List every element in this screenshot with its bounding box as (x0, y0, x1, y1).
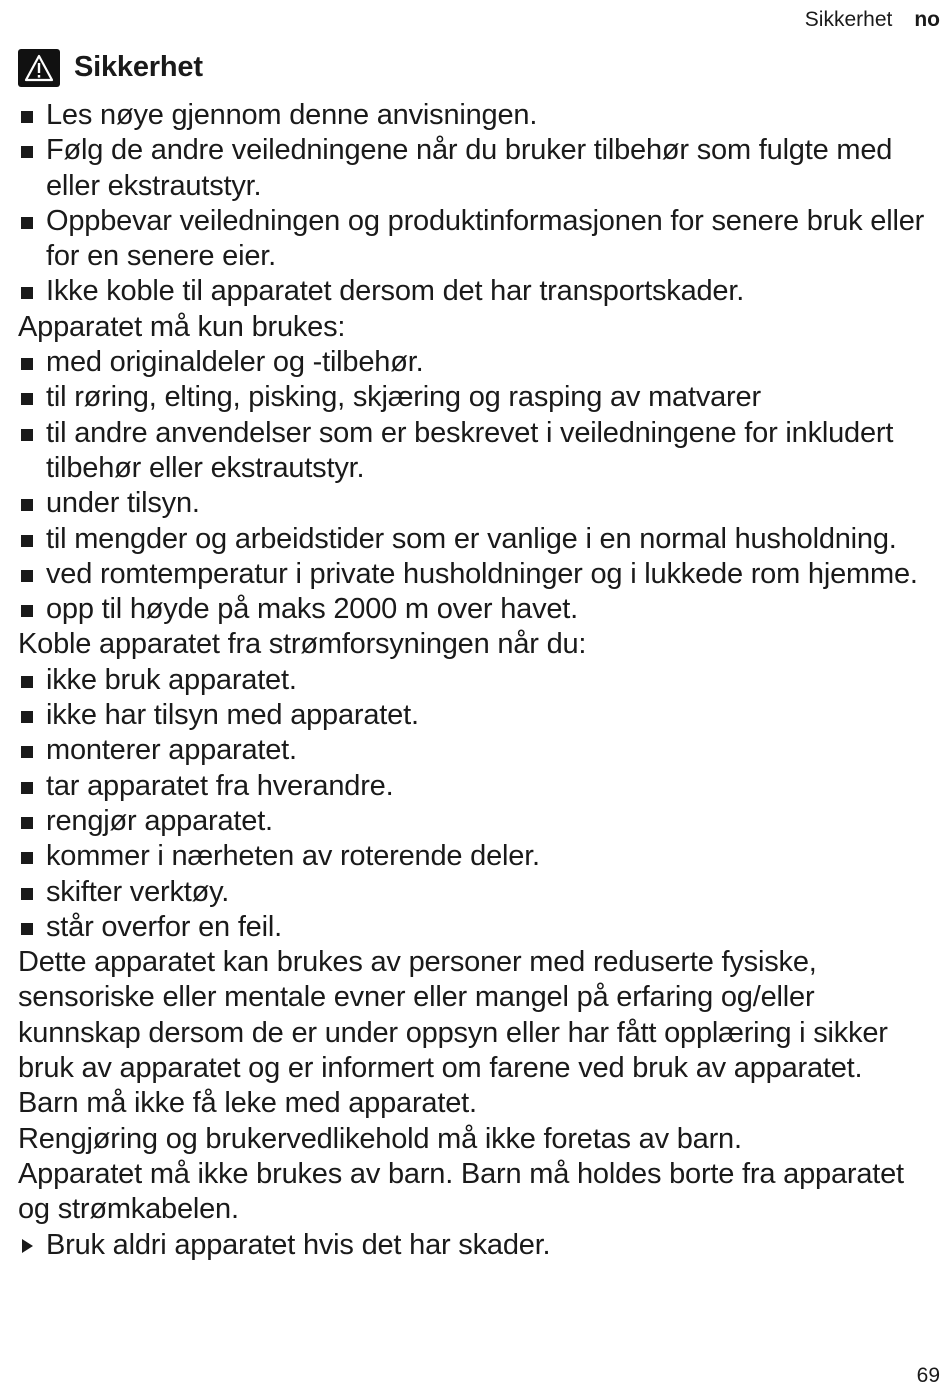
action-step: Bruk aldri apparatet hvis det har skader. (18, 1228, 943, 1263)
list-item: skifter verktøy. (18, 875, 943, 910)
list-item: kommer i nærheten av roterende deler. (18, 839, 943, 874)
paragraph: Barn må ikke få leke med apparatet. (18, 1087, 477, 1120)
paragraph: Dette apparatet kan brukes av personer med reduserte fysiske, sensoriske eller mentale evner eller mangel på erfaring og/eller kunnskap dersom de er under oppsyn eller har fått opplæring i sikker bruk av apparatet og er informert om farene ved bruk av apparatet. (18, 946, 888, 1085)
language-code: no (914, 8, 940, 31)
list-item: monterer apparatet. (18, 733, 943, 768)
list-item: Følg de andre veiledningene når du bruker tilbehør som fulgte med eller ekstrautstyr. (18, 133, 943, 204)
paragraph: Apparatet må ikke brukes av barn. Barn må holdes borte fra apparatet og strømkabelen. (18, 1157, 904, 1226)
page-content (18, 48, 943, 1263)
list-item: Les nøye gjennom denne anvisningen. (18, 98, 943, 133)
list-item: ikke har tilsyn med apparatet. (18, 698, 943, 733)
list-item: Ikke koble til apparatet dersom det har transportskader. (18, 274, 943, 309)
list-item: med originaldeler og -tilbehør. (18, 345, 943, 380)
list-item: Oppbevar veiledningen og produktinformasjonen for senere bruk eller for en senere eier. (18, 204, 943, 275)
page-number: 69 (916, 1364, 940, 1387)
list-item: under tilsyn. (18, 486, 943, 521)
list-item: ikke bruk apparatet. (18, 663, 943, 698)
usage-intro: Apparatet må kun brukes: (18, 310, 346, 343)
list-item: står overfor en feil. (18, 910, 943, 945)
intro-list (18, 98, 943, 310)
running-header (805, 8, 940, 32)
list-item: til røring, elting, pisking, skjæring og rasping av matvarer (18, 380, 943, 415)
disconnect-intro: Koble apparatet fra strømforsyningen når du: (18, 628, 587, 661)
list-item: opp til høyde på maks 2000 m over havet. (18, 592, 943, 627)
list-item: til andre anvendelser som er beskrevet i veiledningene for inkludert tilbehør eller ekstrautstyr. (18, 416, 943, 487)
section-heading (18, 48, 943, 88)
disconnect-list (18, 663, 943, 945)
running-header-section: Sikkerhet (804, 8, 893, 31)
list-item: til mengder og arbeidstider som er vanlige i en normal husholdning. (18, 522, 943, 557)
usage-list (18, 345, 943, 627)
warning-triangle-icon (18, 49, 60, 87)
section-title: Sikkerhet (74, 51, 203, 84)
list-item: tar apparatet fra hverandre. (18, 769, 943, 804)
list-item: ved romtemperatur i private husholdninger og i lukkede rom hjemme. (18, 557, 943, 592)
paragraph: Rengjøring og brukervedlikehold må ikke foretas av barn. (18, 1122, 742, 1155)
list-item: rengjør apparatet. (18, 804, 943, 839)
